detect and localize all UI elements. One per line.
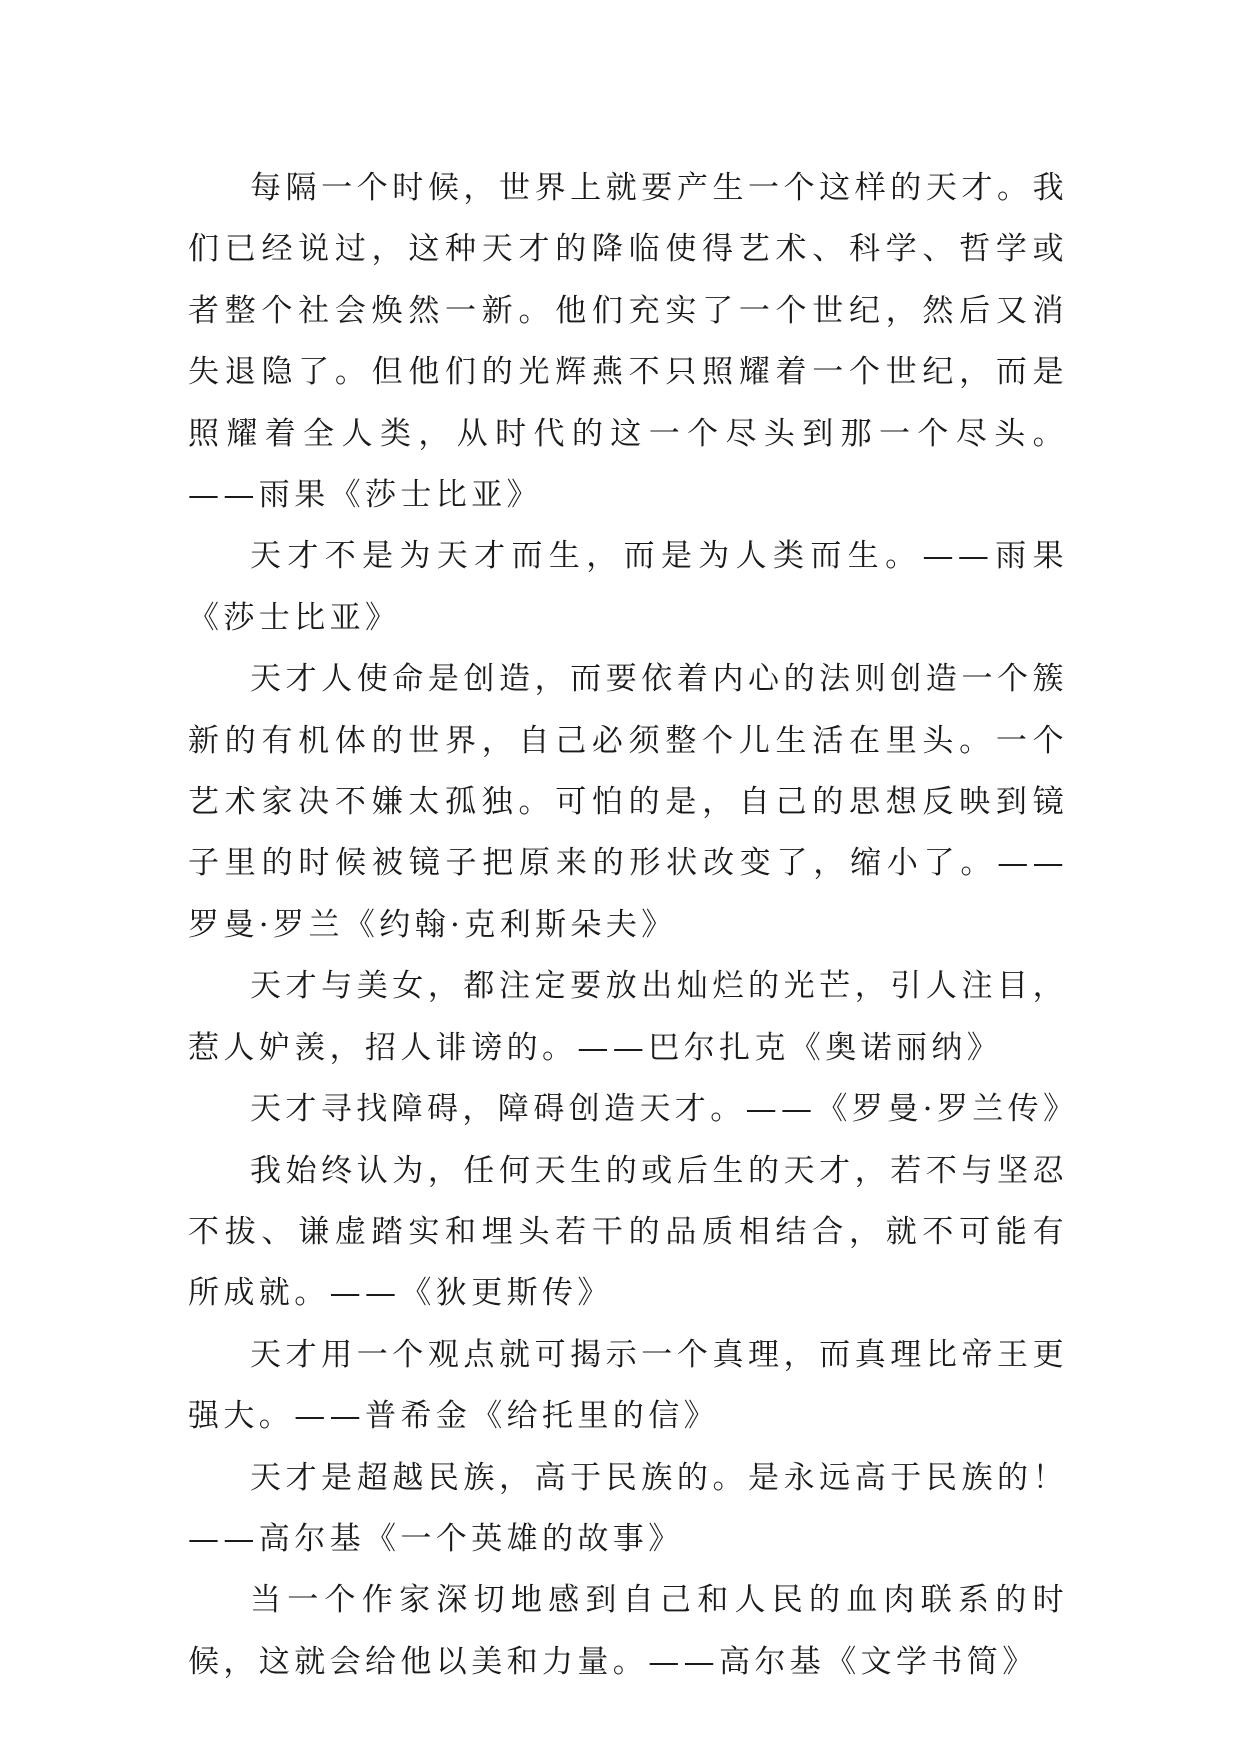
paragraph: 每隔一个时候，世界上就要产生一个这样的天才。我们已经说过，这种天才的降临使得艺术、科学、哲学或者整个社会焕然一新。他们充实了一个世纪，然后又消失退隐了。但他们的光辉燕不只照耀着一个世纪，而是照耀着全人类，从时代的这一个尽头到那一个尽头。——雨果《莎士比亚》: [188, 170, 1068, 514]
document-body: [188, 158, 1079, 1693]
paragraph: 天才与美女，都注定要放出灿烂的光芒，引人注目，惹人妒羡，招人诽谤的。——巴尔扎克《奥诺丽纳》: [188, 968, 1068, 1066]
paragraph: 我始终认为，任何天生的或后生的天才，若不与坚忍不拔、谦虚踏实和埋头若干的品质相结合，就不可能有所成就。——《狄更斯传》: [188, 1152, 1068, 1312]
paragraph: 天才用一个观点就可揭示一个真理，而真理比帝王更强大。——普希金《给托里的信》: [188, 1336, 1068, 1435]
paragraph: 天才是超越民族，高于民族的。是永远高于民族的！——高尔基《一个英雄的故事》: [188, 1459, 1068, 1557]
paragraph: 当一个作家深切地感到自己和人民的血肉联系的时候，这就会给他以美和力量。——高尔基《文学书简》: [188, 1582, 1068, 1680]
paragraph: 天才寻找障碍，障碍创造天才。——《罗曼·罗兰传》: [250, 1091, 1079, 1128]
paragraph: 天才人使命是创造，而要依着内心的法则创造一个簇新的有机体的世界，自己必须整个儿生活在里头。一个艺术家决不嫌太孤独。可怕的是，自己的思想反映到镜子里的时候被镜子把原来的形状改变了，缩小了。——罗曼·罗兰《约翰·克利斯朵夫》: [188, 661, 1068, 943]
paragraph: 天才不是为天才而生，而是为人类而生。——雨果《莎士比亚》: [188, 538, 1068, 636]
